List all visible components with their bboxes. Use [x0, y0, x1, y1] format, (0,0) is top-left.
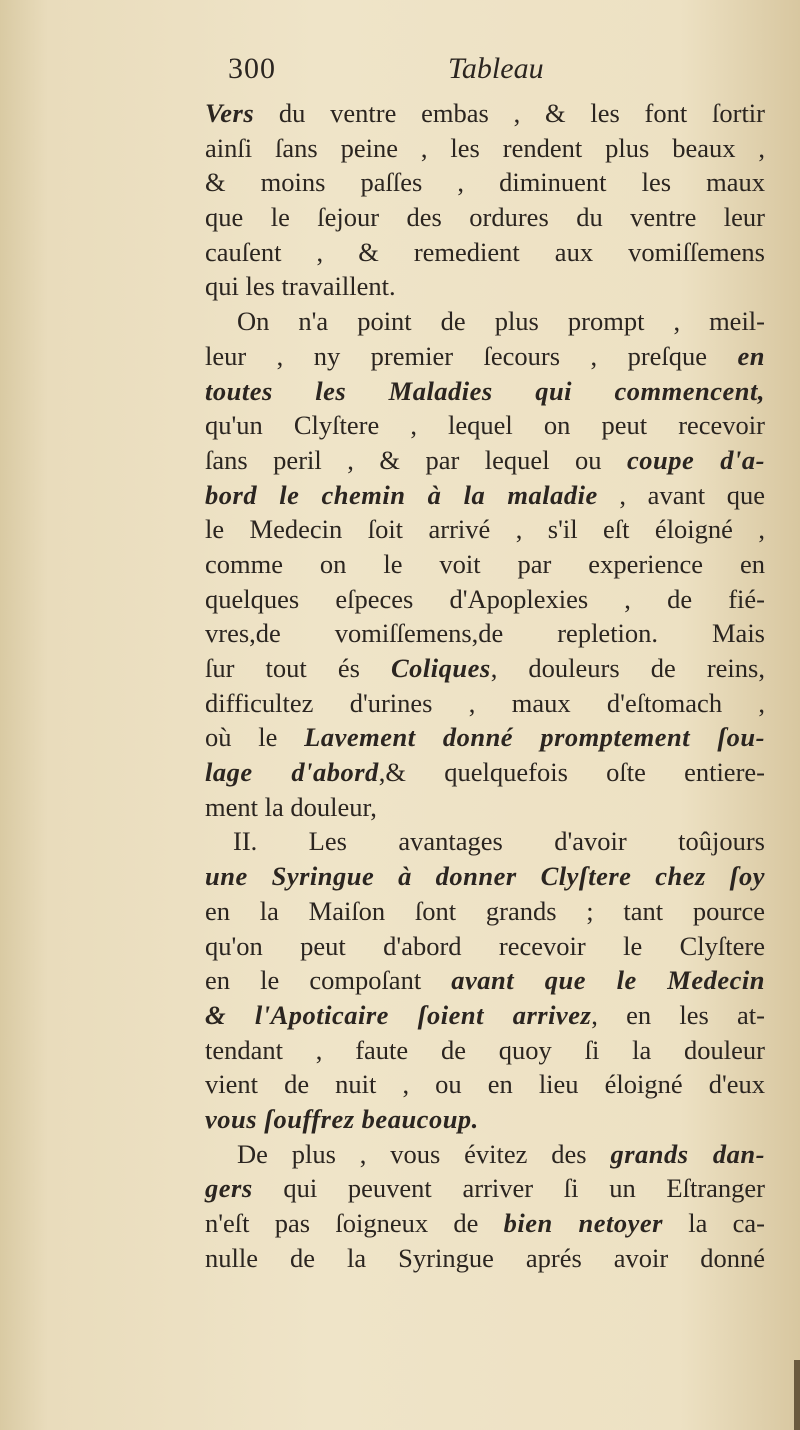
italic-text: Vers: [205, 98, 255, 128]
text-line: [205, 269, 765, 304]
italic-text: toutes les Maladies qui commencent,: [205, 375, 765, 406]
text-line: [205, 686, 765, 721]
italic-text: coupe d'a-: [627, 444, 765, 475]
text-segment: n'eſt pas ſoigneux de: [205, 1208, 504, 1238]
page-edge: [794, 1360, 800, 1430]
text-segment: , en les at-: [591, 999, 765, 1030]
text-segment: leur , ny premier ſecours , preſque: [205, 340, 738, 371]
text-segment: comme on le voit par experience en: [205, 548, 765, 579]
text-segment: II. Les avantages d'avoir toûjours: [233, 826, 765, 857]
text-segment: ſans peril , & par lequel ou: [205, 444, 628, 475]
text-segment: ,& quelquefois oſte entiere-: [378, 757, 765, 788]
text-line: [205, 131, 765, 166]
text-segment: De plus , vous évitez des: [237, 1138, 611, 1169]
running-head: Tableau: [448, 52, 544, 85]
text-line: [205, 720, 765, 755]
text-line: [205, 165, 765, 200]
italic-text: bord le chemin à la maladie: [205, 479, 598, 510]
text-line: [205, 200, 765, 235]
text-segment: la ca-: [662, 1208, 765, 1238]
text-line: [205, 339, 765, 374]
text-line: [205, 582, 765, 617]
text-line: [205, 512, 765, 547]
text-segment: , avant que: [597, 479, 765, 510]
text-segment: difficultez d'urines , maux d'eſtomach ,: [205, 687, 765, 718]
text-segment: où le: [205, 722, 305, 753]
text-segment: vient de nuit , ou en lieu éloigné d'eux: [205, 1069, 765, 1100]
italic-text: & l'Apoticaire ſoient arrivez: [205, 999, 592, 1030]
italic-text: grands dan-: [610, 1138, 765, 1169]
italic-text: Lavement donné promptement ſou-: [304, 722, 765, 753]
text-segment: qu'un Clyſtere , lequel on peut recevoir: [205, 410, 765, 441]
italic-text: gers: [205, 1173, 253, 1204]
text-line: [205, 1171, 765, 1206]
text-line: [205, 374, 765, 409]
text-segment: ainſi ſans peine , les rendent plus beaux ,: [205, 132, 765, 163]
text-line: [205, 929, 765, 964]
text-segment: nulle de la Syringue aprés avoir donné: [205, 1242, 765, 1273]
text-line: [205, 894, 765, 929]
body-text: [205, 96, 765, 1275]
text-segment: du ventre embas , & les font ſortir: [254, 98, 765, 128]
text-segment: qu'on peut d'abord recevoir le Clyſtere: [205, 930, 765, 961]
text-line: [205, 1241, 765, 1276]
text-segment: , douleurs de reins,: [490, 653, 765, 683]
italic-text: Coliques: [390, 653, 491, 683]
page-number: 300: [228, 52, 276, 85]
text-line: [205, 235, 765, 270]
text-line: [205, 651, 765, 686]
page-header: [228, 52, 768, 96]
italic-text: vous ſouffrez beaucoup.: [205, 1103, 479, 1134]
text-segment: qui les travaillent.: [205, 271, 396, 302]
italic-text: une Syringue à donner Clyſtere chez ſoy: [205, 861, 765, 892]
italic-text: lage d'abord: [205, 757, 379, 788]
text-line: [205, 443, 765, 478]
text-line: [205, 1033, 765, 1068]
italic-text: bien netoyer: [503, 1208, 663, 1238]
text-segment: quelques eſpeces d'Apoplexies , de fié-: [205, 583, 765, 614]
text-line: [205, 96, 765, 131]
text-line: [205, 408, 765, 443]
text-segment: le Medecin ſoit arrivé , s'il eſt éloigné ,: [205, 514, 765, 545]
text-segment: tendant , faute de quoy ſi la douleur: [205, 1034, 765, 1065]
italic-text: avant que le Medecin: [451, 965, 765, 996]
text-line: [205, 1067, 765, 1102]
text-segment: & moins paſſes , diminuent les maux: [205, 167, 765, 198]
text-line: [205, 790, 765, 825]
italic-text: en: [737, 340, 765, 371]
text-segment: cauſent , & remedient aux vomiſſemens: [205, 236, 765, 267]
text-line: [205, 304, 765, 339]
text-line: [205, 616, 765, 651]
text-line: [205, 859, 765, 894]
text-line: [205, 963, 765, 998]
text-line: [205, 1137, 765, 1172]
text-line: [205, 547, 765, 582]
text-line: [205, 824, 765, 859]
text-segment: que le ſejour des ordures du ventre leur: [205, 202, 765, 233]
text-line: [205, 998, 765, 1033]
text-line: [205, 1102, 765, 1137]
text-segment: ment la douleur,: [205, 791, 377, 822]
text-line: [205, 755, 765, 790]
text-segment: On n'a point de plus prompt , meil-: [237, 306, 765, 337]
text-line: [205, 1206, 765, 1241]
text-segment: qui peuvent arriver ſi un Eſtranger: [252, 1173, 765, 1204]
text-segment: ſur tout és: [205, 653, 391, 683]
text-segment: en la Maiſon ſont grands ; tant pource: [205, 895, 765, 926]
text-line: [205, 478, 765, 513]
text-segment: en le compoſant: [205, 965, 452, 996]
text-segment: vres,de vomiſſemens,de repletion. Mais: [205, 618, 765, 649]
